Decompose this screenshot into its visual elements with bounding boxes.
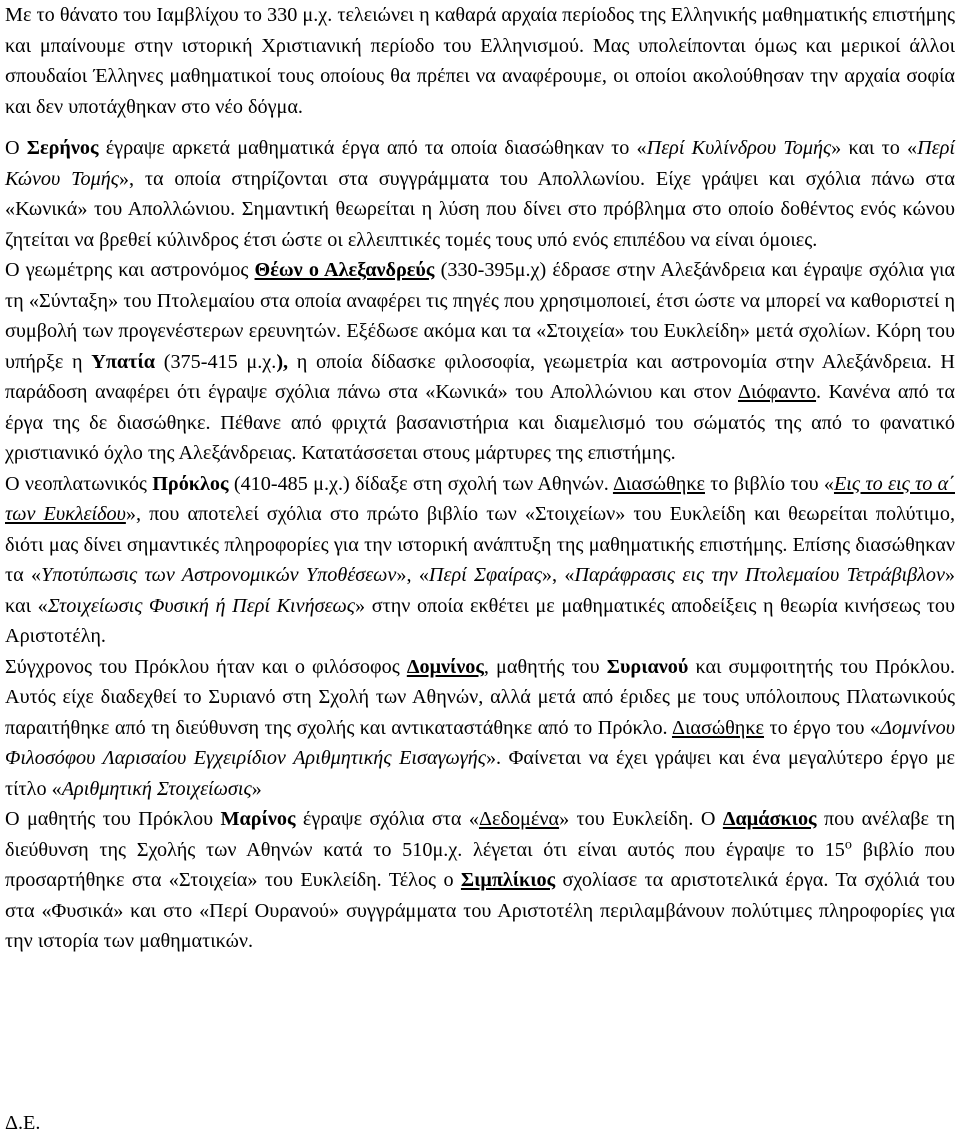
paragraph-domninus: [5, 652, 955, 805]
text-run: ο: [844, 835, 852, 852]
text-run: Ο: [5, 137, 27, 159]
text-run: το βιβλίο του «: [704, 472, 834, 495]
text-run: (410-485 μ.χ.) δίδαξε στη σχολή των Αθηνών.: [228, 472, 613, 495]
text-run: Ο νεοπλατωνικός: [5, 472, 153, 495]
text-run: Διασώθηκε: [612, 472, 705, 495]
text-run: η οποία δίδασκε φιλοσοφία, γεωμετρία και αστρονομία στην Αλεξάνδρεια. Η παράδοση αναφέρει ότι έγραψε σχόλια πάνω στα «Κωνικά» του Απολλώνιου και στον: [5, 350, 955, 403]
text-run: που ανέλαβε τη διεύθυνση της Σχολής των Αθηνών κατά το 510μ.χ. λέγεται ότι είναι αυτός που έγραψε το 15: [5, 808, 956, 861]
text-run: (375-415 μ.χ.: [155, 350, 277, 373]
text-run: Πρόκλος: [152, 472, 229, 495]
text-run: »: [251, 777, 262, 800]
text-run: Δομνίνος: [406, 655, 484, 678]
text-run: βιβλίο που προσαρτήθηκε στα «Στοιχεία» του Ευκλείδη. Τέλος ο: [5, 838, 955, 891]
text-run: , μαθητής του: [483, 655, 607, 678]
paragraph-iamblichus: [5, 0, 955, 122]
text-run: ),: [276, 350, 289, 373]
text-run: Υπατία: [91, 350, 156, 373]
text-run: Σερήνος: [26, 137, 99, 159]
text-run: το έργο του «: [764, 716, 881, 739]
paragraph-marinus-damascius-simplicius: [5, 804, 955, 957]
text-run: Αριθμητική Στοιχείωσις: [61, 777, 252, 800]
text-run: » του Ευκλείδη. Ο: [559, 808, 723, 830]
text-run: έγραψε σχόλια στα «: [295, 808, 479, 830]
text-run: Περί Κυλίνδρου Τομής: [646, 137, 832, 159]
text-run: Διασώθηκε: [671, 716, 765, 739]
text-run: Συριανού: [606, 655, 689, 678]
text-run: σχολίασε τα αριστοτελικά έργα. Τα σχόλιά του στα «Φυσικά» και στο «Περί Ουρανού» συγγράμματα του Αριστοτέλη περιλαμβάνουν πολύτιμες πληροφορίες για την ιστορία των μαθηματικών.: [5, 869, 955, 952]
paragraph-proclus: [5, 469, 955, 652]
text-run: Εις το εις το α΄ των Ευκλείδου: [5, 472, 955, 525]
text-run: και συμφοιτητής του Πρόκλου. Αυτός είχε διαδεχθεί το Συριανό στη Σχολή των Αθηνών, αλλά μετά από έριδες με τους υπόλοιπους Πλατωνικούς παραιτήθηκε από τη διεύθυνση της σχολής και αντικαταστάθηκε από το Πρόκλο.: [5, 655, 955, 739]
text-run: Θέων ο Αλεξανδρεύς: [254, 259, 435, 281]
text-run: ». Φαίνεται να έχει γράψει και ένα μεγαλύτερο έργο με τίτλο «: [5, 747, 955, 800]
text-run: Σύγχρονος του Πρόκλου ήταν και ο φιλόσοφος: [5, 655, 407, 678]
paragraph-serenus: [5, 133, 955, 255]
text-run: Στοιχείωσις Φυσική ή Περί Κινήσεως: [47, 594, 356, 617]
text-run: » στην οποία εκθέτει με μαθηματικές αποδείξεις η θεωρία κινήσεως του Αριστοτέλη.: [5, 594, 956, 647]
text-run: Δαμάσκιος: [722, 808, 817, 830]
text-run: Σιμπλίκιος: [460, 869, 556, 891]
text-run: Με το θάνατο του Ιαμβλίχου το 330 μ.χ. τελειώνει η καθαρά αρχαία περίοδος της Ελληνικής μαθηματικής επιστήμης και μπαίνουμε στην ιστορική Χριστιανική περίοδο του Ελληνισμού. Μας υπολείπονται όμως και μερικοί άλλοι σπουδαίοι Έλληνες μαθηματικοί τους οποίους θα πρέπει να αναφέρουμε, οι οποίοι ακολούθησαν την αρχαία σοφία και δεν υποτάχθηκαν στο νέο δόγμα.: [5, 4, 955, 118]
text-run: έγραψε αρκετά μαθηματικά έργα από τα οποία διασώθηκαν το «: [98, 137, 647, 159]
text-run: Διόφαντο: [737, 381, 817, 403]
text-run: Παράφρασις εις την Πτολεμαίου Τετράβιβλον: [574, 564, 945, 586]
text-run: Ο γεωμέτρης και αστρονόμος: [5, 259, 255, 281]
text-run: », τα οποία στηρίζονται στα συγγράμματα του Απολλωνίου. Είχε γράψει και σχόλια πάνω στα «Κωνικά» του Απολλώνιου. Σημαντική θεωρείται η λύση που δίνει στο πρόβλημα στο οποίο δοθέντος ενός κώνου ζητείται να βρεθεί κύλινδρος έτσι ώστε οι ελλειπτικές τομές τους υπό ενός επιπέδου να είναι όμοιες.: [5, 167, 955, 251]
text-run: », που αποτελεί σχόλια στο πρώτο βιβλίο των «Στοιχείων» του Ευκλείδη και θεωρείται πολύτιμο, διότι μας δίνει σημαντικές πληροφορίες για την ιστορική ανάπτυξη της μαθηματικής επιστήμης. Επίσης διασώθηκαν τα «: [5, 503, 955, 586]
text-run: », «: [396, 564, 429, 586]
text-run: Περί Σφαίρας: [428, 564, 542, 586]
text-run: Δομνίνου Φιλοσόφου Λαρισαίου Εγχειρίδιον Αριθμητικής Εισαγωγής: [5, 716, 955, 769]
text-run: (330-395μ.χ) έδρασε στην Αλεξάνδρεια και έγραψε σχόλια για τη «Σύνταξη» του Πτολεμαίου στα οποία αναφέρει τις πηγές που χρησιμοποιεί, έτσι ώστε να μπορεί να καθοριστεί η συμβολή των προγενέστερων ερευνητών. Εξέδωσε ακόμα και τα «Στοιχεία» του Ευκλείδη» μετά σχολίων. Κόρη του υπήρξε η: [5, 259, 955, 373]
text-run: Δεδομένα: [478, 808, 560, 830]
text-run: », «: [541, 564, 575, 586]
text-run: Περί Κώνου Τομής: [5, 137, 955, 190]
text-run: » και «: [5, 564, 955, 617]
text-run: » και το «: [831, 137, 918, 159]
text-run: Ο μαθητής του Πρόκλου: [5, 808, 221, 830]
text-run: Μαρίνος: [220, 808, 296, 830]
text-run: . Κανένα από τα έργα της δε διασώθηκε. Πέθανε από φριχτά βασανιστήρια και διαμελισμό του σώματός της από το φανατικό χριστιανικό όχλο της Αλεξάνδρειας. Κατατάσσεται στους μάρτυρες της επιστήμης.: [5, 381, 955, 464]
paragraph-theon-hypatia: [5, 255, 955, 469]
author-initials: Δ.Ε.: [5, 1112, 41, 1134]
text-run: Υποτύπωσις των Αστρονομικών Υποθέσεων: [41, 564, 397, 586]
